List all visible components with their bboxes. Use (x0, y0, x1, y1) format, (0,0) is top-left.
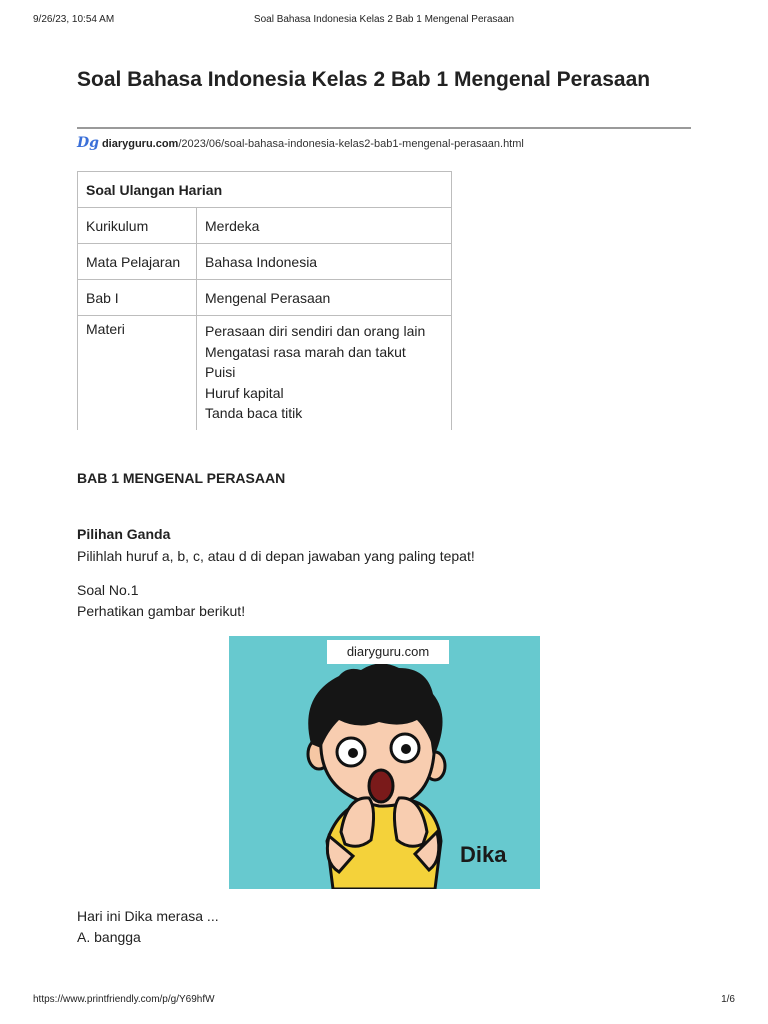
bab-heading: BAB 1 MENGENAL PERASAAN (77, 470, 286, 486)
character-name-label: Dika (460, 842, 507, 867)
print-header (0, 14, 768, 30)
row-value: Mengenal Perasaan (197, 280, 452, 316)
row-label: Materi (78, 316, 197, 430)
table-header: Soal Ulangan Harian (78, 172, 452, 208)
option-a: A. bangga (77, 929, 141, 945)
list-item: Huruf kapital (205, 384, 284, 401)
print-url: https://www.printfriendly.com/p/g/Y69hfW (33, 994, 215, 1005)
row-value: Bahasa Indonesia (197, 244, 452, 280)
diaryguru-logo-icon: Dg (77, 135, 99, 151)
question-prompt: Perhatikan gambar berikut! (77, 603, 246, 619)
table-row (78, 244, 452, 280)
list-item: Perasaan diri sendiri dan orang lain (205, 323, 426, 339)
list-item: Mengatasi rasa marah dan takut (205, 343, 406, 360)
soal-number: Soal No.1 (77, 582, 139, 598)
print-doc-title: Soal Bahasa Indonesia Kelas 2 Bab 1 Mengenal Perasaan (253, 14, 515, 25)
print-datetime: 9/26/23, 10:54 AM (33, 14, 115, 25)
source-domain[interactable]: diaryguru.com (101, 138, 179, 150)
image-watermark: diaryguru.com (327, 640, 449, 664)
title-divider (77, 127, 691, 129)
question-image (229, 636, 540, 889)
table-row (78, 280, 452, 316)
pilihan-ganda-heading: Pilihan Ganda (77, 526, 171, 542)
list-item: Tanda baca titik (205, 405, 303, 421)
info-table (77, 171, 452, 430)
page-number: 1/6 (721, 994, 735, 1005)
instruction-text: Pilihlah huruf a, b, c, atau d di depan jawaban yang paling tepat! (77, 548, 475, 564)
row-label: Kurikulum (78, 208, 197, 244)
row-label: Mata Pelajaran (78, 244, 197, 280)
table-row-materi (78, 316, 452, 430)
list-item: Puisi (205, 364, 236, 380)
table-row (78, 208, 452, 244)
print-footer (0, 994, 768, 1010)
row-value: Merdeka (197, 208, 452, 244)
table-header-row (78, 172, 452, 208)
materi-list (197, 316, 452, 430)
article-title: Soal Bahasa Indonesia Kelas 2 Bab 1 Mengenal Perasaan (77, 68, 651, 91)
source-path[interactable]: /2023/06/soal-bahasa-indonesia-kelas2-bab1-mengenal-perasaan.html (178, 138, 524, 150)
row-label: Bab I (78, 280, 197, 316)
question-text: Hari ini Dika merasa ... (77, 908, 219, 924)
source-link[interactable] (77, 135, 524, 151)
